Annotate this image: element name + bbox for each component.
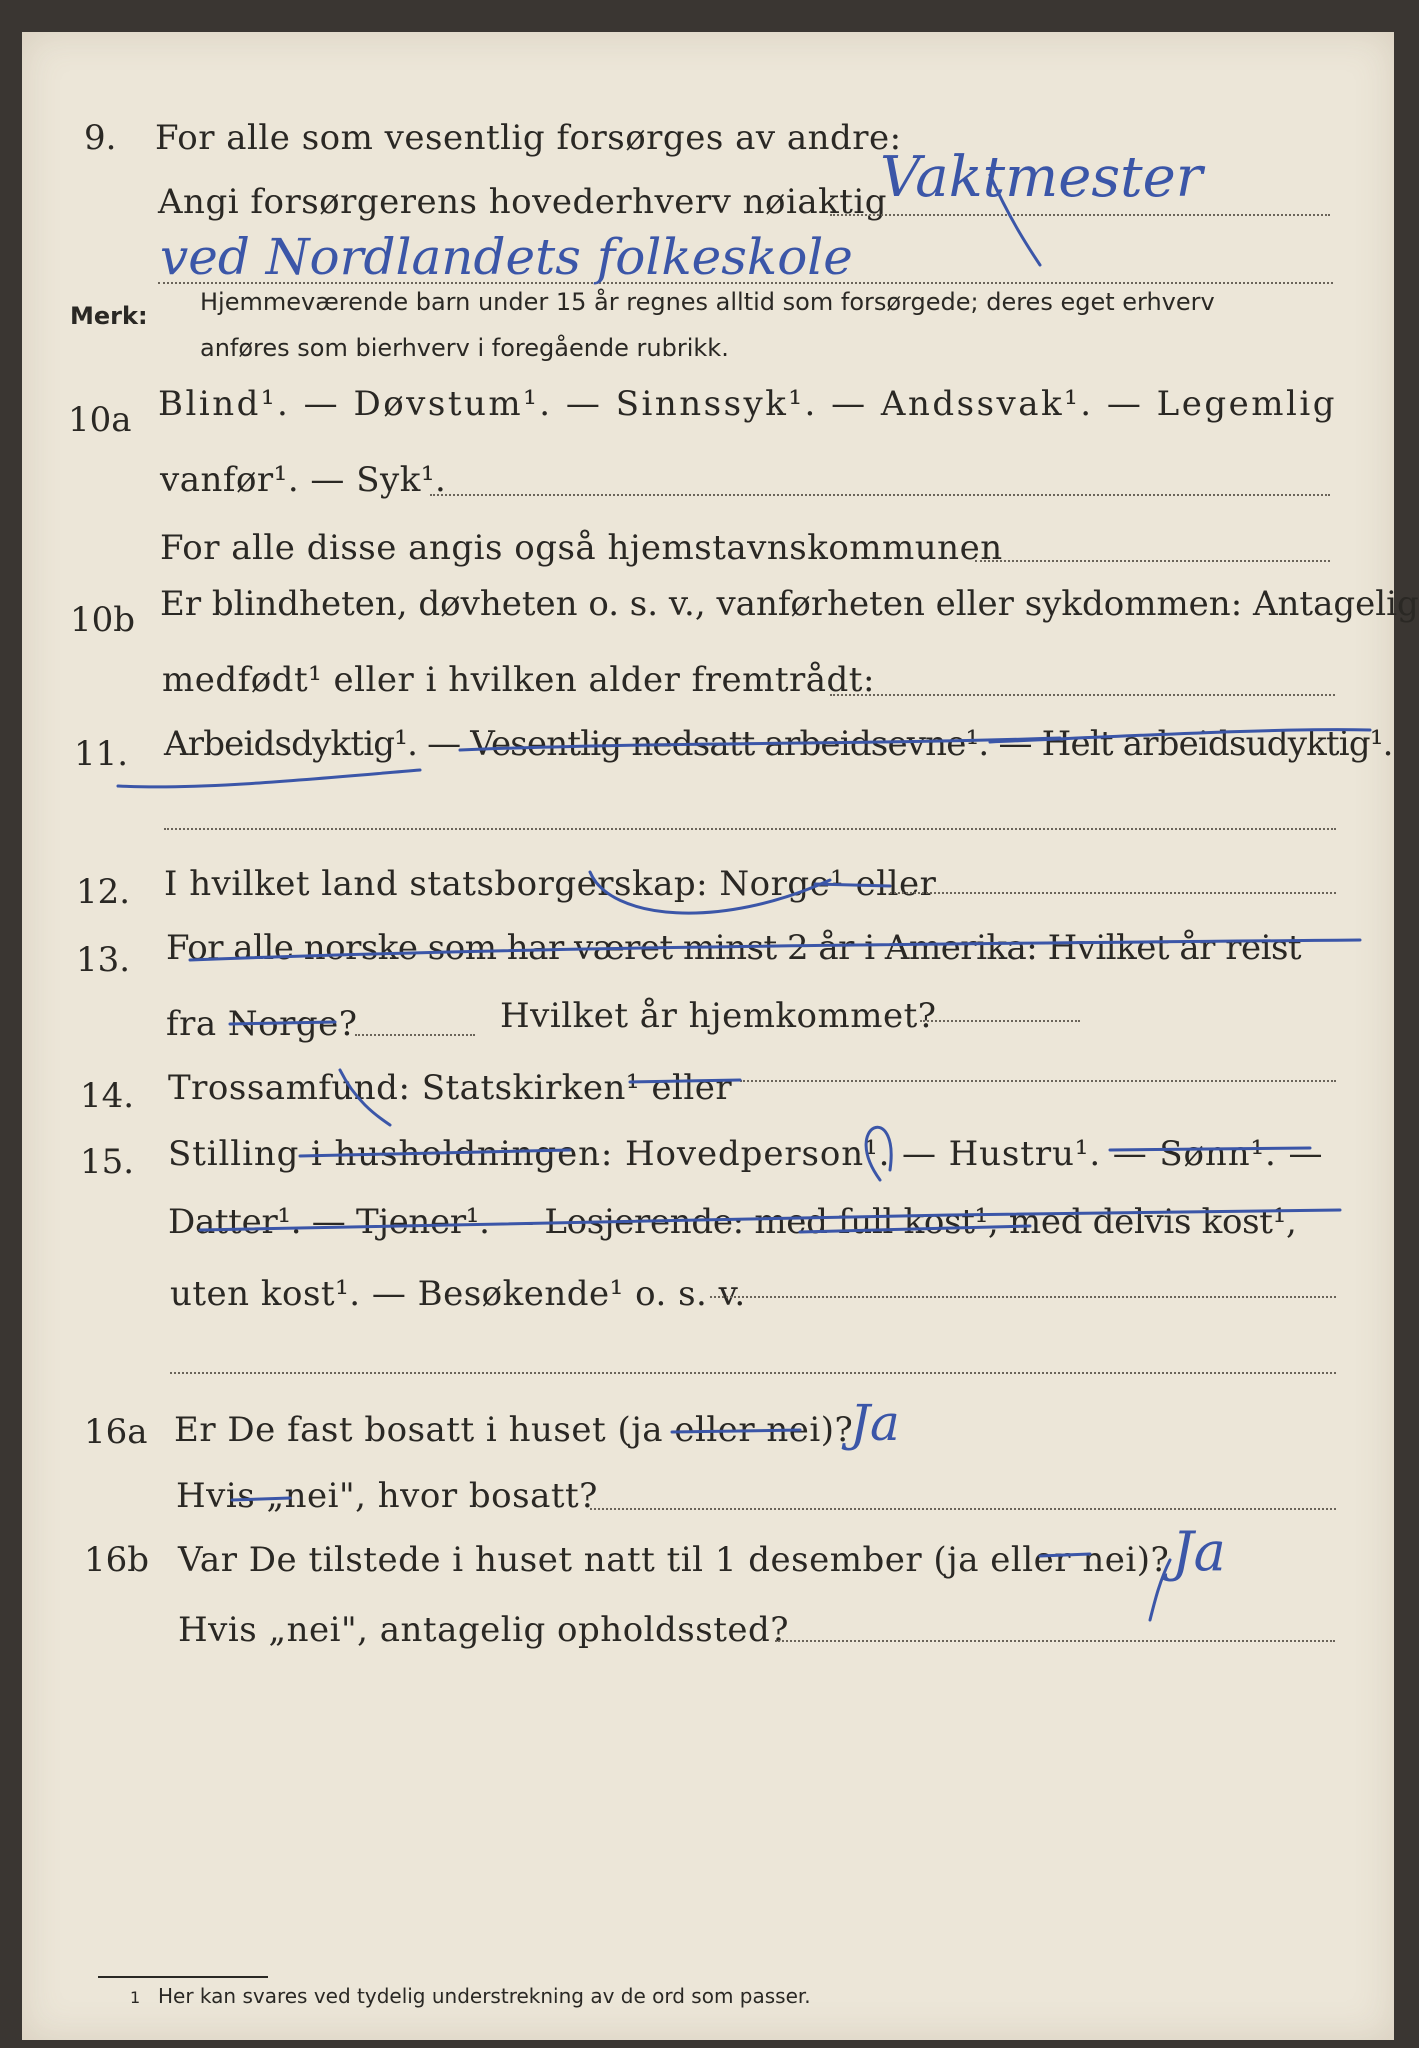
- q13-year-returned-line: [920, 1020, 1080, 1022]
- q16a-line1: Er De fast bosatt i huset (ja eller nei)?: [174, 1410, 854, 1450]
- q12-number: 12.: [76, 872, 131, 912]
- merk-line2: anføres som bierhverv i foregående rubrikk.: [200, 334, 729, 362]
- q12-answer-line: [890, 892, 1336, 894]
- q10a-number: 10a: [68, 400, 132, 440]
- footnote-mark: 1: [130, 1988, 141, 2007]
- q13-line2a: fra Norge?: [166, 1004, 358, 1044]
- q13-number: 13.: [76, 940, 131, 980]
- q11-number: 11.: [74, 734, 129, 774]
- merk-label: Merk:: [70, 302, 148, 330]
- q15-number: 15.: [80, 1142, 135, 1182]
- q13-year-left-line: [355, 1034, 475, 1036]
- q15-answer-line2: [170, 1372, 1336, 1374]
- q9-line1: For alle som vesentlig forsørges av andre:: [155, 118, 902, 158]
- q11-line1: Arbeidsdyktig¹. — Vesentlig nedsatt arbeidsevne¹. — Helt arbeidsudyktig¹.: [164, 724, 1393, 764]
- q12-line1: I hvilket land statsborgerskap: Norge¹ eller: [164, 864, 937, 904]
- q14-answer-line: [740, 1080, 1336, 1082]
- q15-line1: Stilling i husholdningen: Hovedperson¹. — Hustru¹. — Sønn¹. —: [168, 1134, 1324, 1174]
- q9-number: 9.: [84, 118, 117, 158]
- q10a-answer-line2: [975, 560, 1330, 562]
- q14-line1: Trossamfund: Statskirken¹ eller: [168, 1068, 733, 1108]
- q10b-line2: medfødt¹ eller i hvilken alder fremtrådt:: [162, 660, 875, 700]
- q9-handwritten-occupation: Vaktmester: [880, 145, 1203, 210]
- footnote-text: Her kan svares ved tydelig understrekning av de ord som passer.: [158, 1984, 811, 2008]
- q14-number: 14.: [80, 1076, 135, 1116]
- q10a-line2: vanfør¹. — Syk¹.: [160, 460, 447, 500]
- q10a-line3: For alle disse angis også hjemstavnskommunen: [160, 528, 1003, 568]
- q16a-line2: Hvis „nei", hvor bosatt?: [176, 1476, 598, 1516]
- q9-handwritten-employer: ved Nordlandets folkeskole: [160, 228, 853, 286]
- q15-line2: Datter¹. — Tjener¹. — Losjerende: med full kost¹, med delvis kost¹,: [168, 1202, 1297, 1242]
- q11-answer-line: [164, 828, 1336, 830]
- merk-line1: Hjemmeværende barn under 15 år regnes alltid som forsørgede; deres eget erhverv: [200, 288, 1215, 316]
- q16a-answer-line: [590, 1508, 1336, 1510]
- q13-line1: For alle norske som har været minst 2 år i Amerika: Hvilket år reist: [166, 928, 1302, 968]
- q15-line3: uten kost¹. — Besøkende¹ o. s. v.: [170, 1274, 746, 1314]
- q16a-number: 16a: [84, 1412, 148, 1452]
- q16b-line1: Var De tilstede i huset natt til 1 desember (ja eller nei)?: [178, 1540, 1170, 1580]
- q9-answer-line1: [830, 214, 1330, 216]
- q10a-answer-line1: [430, 494, 1330, 496]
- q10b-answer-line: [830, 694, 1335, 696]
- q16b-handwritten-answer: Ja: [1172, 1520, 1226, 1583]
- q15-answer-line1: [710, 1296, 1336, 1298]
- q10a-line1: Blind¹. — Døvstum¹. — Sinnssyk¹. — Andssvak¹. — Legemlig: [158, 384, 1337, 424]
- q9-line2: Angi forsørgerens hovederhverv nøiaktig: [158, 182, 888, 222]
- q10b-line1: Er blindheten, døvheten o. s. v., vanførheten eller sykdommen: Antagelig: [160, 584, 1419, 624]
- q16b-number: 16b: [84, 1540, 150, 1580]
- q13-line2b: Hvilket år hjemkommet?: [500, 996, 937, 1036]
- q16b-answer-line: [775, 1640, 1335, 1642]
- q10b-number: 10b: [70, 600, 136, 640]
- q16a-handwritten-answer: Ja: [850, 1394, 900, 1452]
- footnote-rule: [98, 1976, 268, 1978]
- q16b-line2: Hvis „nei", antagelig opholdssted?: [178, 1610, 789, 1650]
